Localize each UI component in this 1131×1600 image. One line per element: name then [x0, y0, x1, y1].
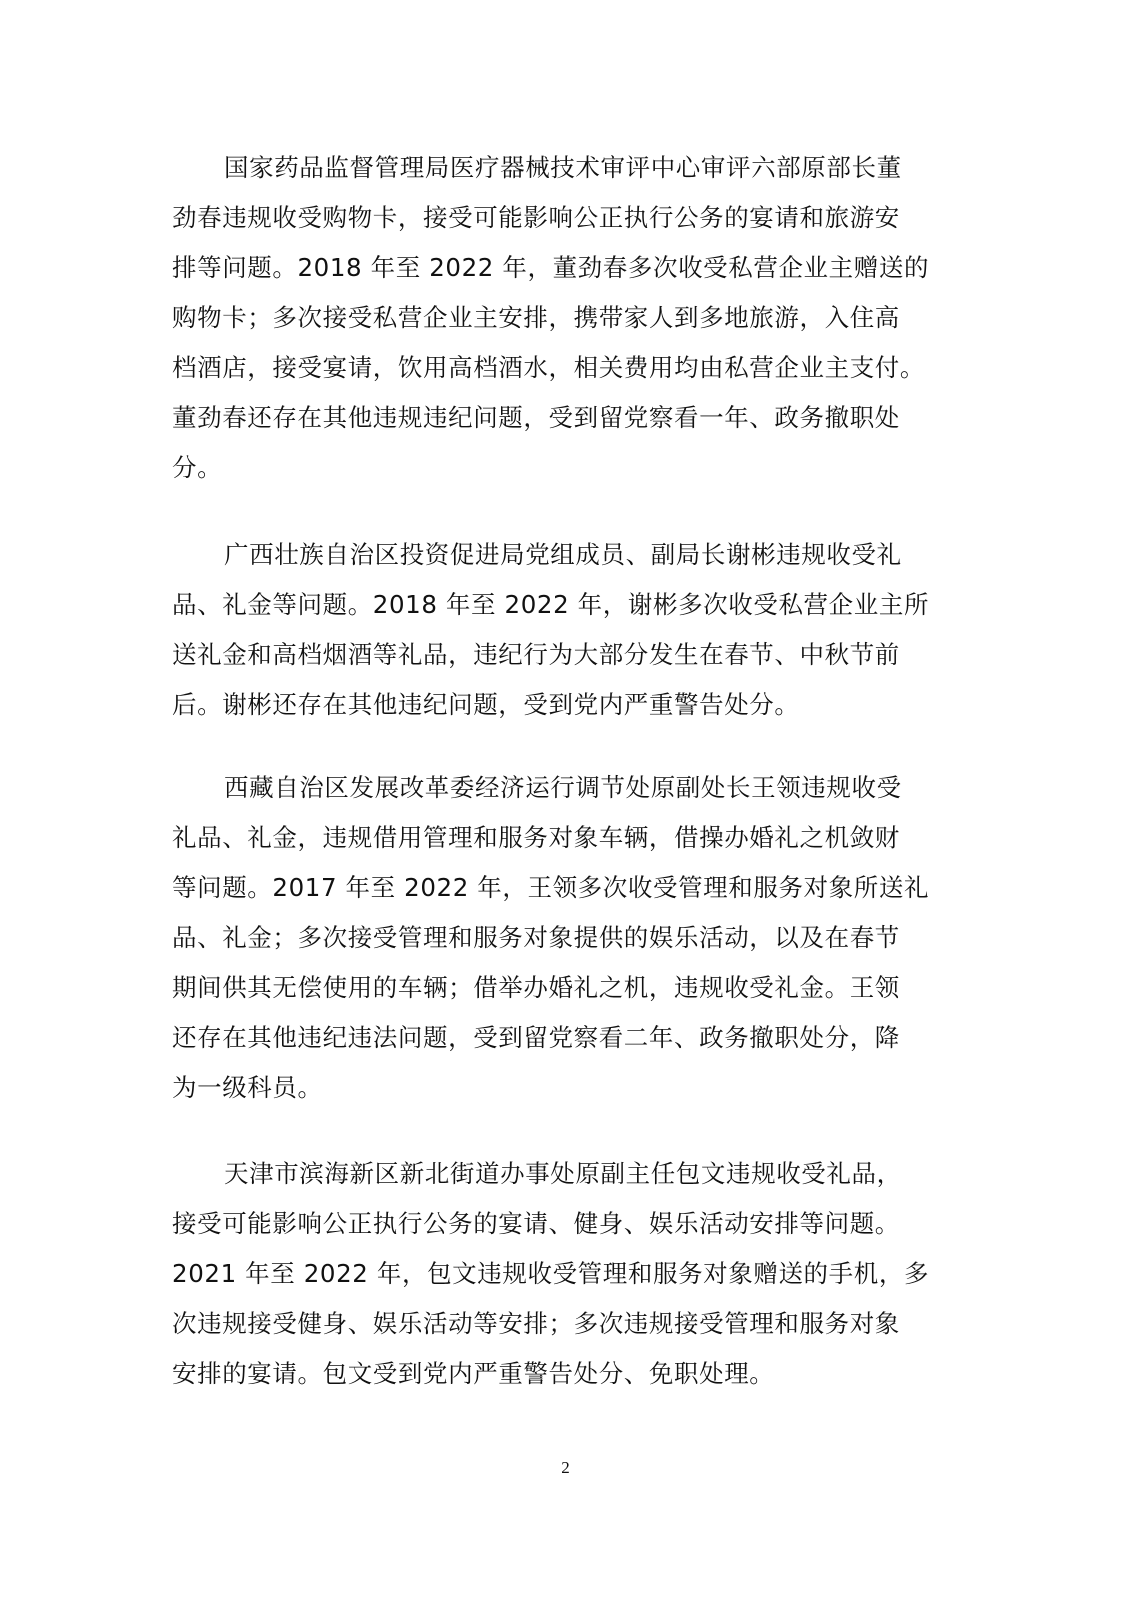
paragraph-line: 还存在其他违纪违法问题，受到留党察看二年、政务撤职处分，降: [172, 1023, 900, 1052]
paragraph-line: 董劲春还存在其他违规违纪问题，受到留党察看一年、政务撤职处: [172, 403, 900, 432]
paragraph-line: 接受可能影响公正执行公务的宴请、健身、娱乐活动安排等问题。: [172, 1209, 900, 1238]
paragraph-line: 国家药品监督管理局医疗器械技术审评中心审评六部原部长董: [224, 153, 902, 182]
paragraph-line: 西藏自治区发展改革委经济运行调节处原副处长王领违规收受: [224, 773, 902, 802]
paragraph-dong-jinchun: [172, 143, 952, 493]
paragraph-line: 等问题。2017 年至 2022 年，王领多次收受管理和服务对象所送礼: [172, 873, 930, 902]
paragraph-line: 购物卡；多次接受私营企业主安排，携带家人到多地旅游，入住高: [172, 303, 900, 332]
paragraph-line: 送礼金和高档烟酒等礼品，违纪行为大部分发生在春节、中秋节前: [172, 640, 900, 669]
paragraph-line: 档酒店，接受宴请，饮用高档酒水，相关费用均由私营企业主支付。: [172, 353, 925, 382]
paragraph-line: 天津市滨海新区新北街道办事处原副主任包文违规收受礼品，: [224, 1159, 902, 1188]
paragraph-line: 后。谢彬还存在其他违纪问题，受到党内严重警告处分。: [172, 690, 800, 719]
paragraph-line: 品、礼金；多次接受管理和服务对象提供的娱乐活动，以及在春节: [172, 923, 900, 952]
paragraph-line: 品、礼金等问题。2018 年至 2022 年，谢彬多次收受私营企业主所: [172, 590, 930, 619]
paragraph-line: 分。: [172, 453, 223, 482]
paragraph-line: 广西壮族自治区投资促进局党组成员、副局长谢彬违规收受礼: [224, 540, 902, 569]
paragraph-wang-ling: [172, 763, 952, 1113]
paragraph-line: 排等问题。2018 年至 2022 年，董劲春多次收受私营企业主赠送的: [172, 253, 930, 282]
paragraph-line: 劲春违规收受购物卡，接受可能影响公正执行公务的宴请和旅游安: [172, 203, 900, 232]
paragraph-line: 安排的宴请。包文受到党内严重警告处分、免职处理。: [172, 1359, 775, 1388]
paragraph-bao-wen: [172, 1149, 952, 1399]
paragraph-xie-bin: [172, 530, 952, 730]
paragraph-line: 2021 年至 2022 年，包文违规收受管理和服务对象赠送的手机，多: [172, 1259, 930, 1288]
paragraph-line: 为一级科员。: [172, 1073, 323, 1102]
paragraph-line: 期间供其无偿使用的车辆；借举办婚礼之机，违规收受礼金。王领: [172, 973, 900, 1002]
page-number: 2: [561, 1458, 570, 1477]
paragraph-line: 礼品、礼金，违规借用管理和服务对象车辆，借操办婚礼之机敛财: [172, 823, 900, 852]
paragraph-line: 次违规接受健身、娱乐活动等安排；多次违规接受管理和服务对象: [172, 1309, 900, 1338]
